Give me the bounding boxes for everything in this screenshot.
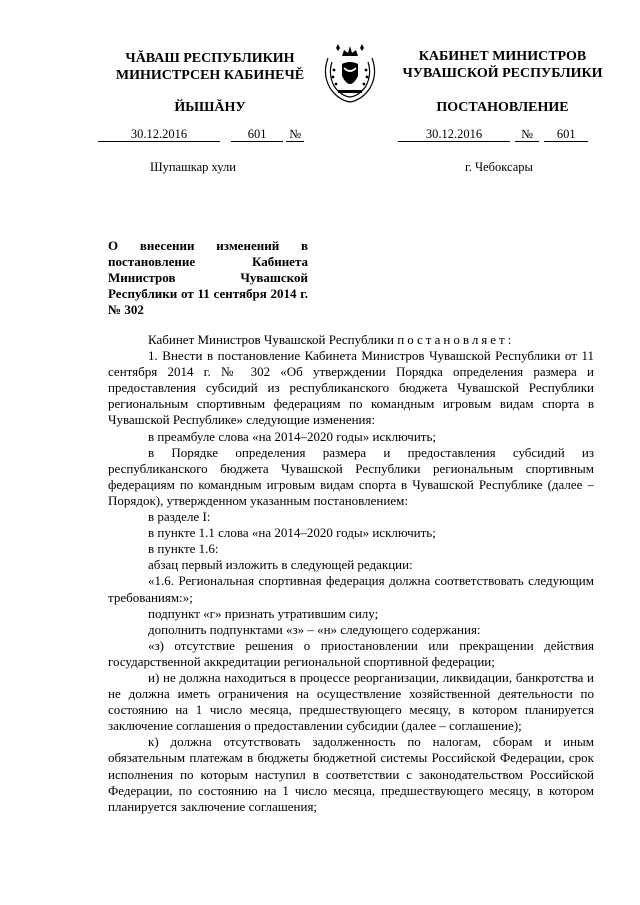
- registration-right: [398, 127, 588, 142]
- body-paragraph: подпункт «г» признать утратившим силу;: [148, 605, 379, 621]
- registration-left: [98, 127, 304, 142]
- body-paragraph: «з) отсутствие решения о приостановлении или прекращении действия государственной аккредитации региональной спортивной федерации;: [108, 637, 594, 669]
- header-russian-line2: ЧУВАШСКОЙ РЕСПУБЛИКИ: [402, 66, 603, 81]
- place-russian: г. Чебоксары: [465, 160, 533, 174]
- header-chuvash-line2: МИНИСТРСЕН КАБИНЕЧĚ: [115, 68, 305, 83]
- header-chuvash: [95, 50, 325, 84]
- header-russian-line1: КАБИНЕТ МИНИСТРОВ: [418, 49, 587, 64]
- body-paragraph: к) должна отсутствовать задолженность по налогам, сборам и иным обязательным платежам в бюджеты бюджетной системы Российской Федерации, срок исполнения по которым наступил в соответствии с законодательством Российской Федерации, по состоянию на 1 число месяца, предшествующего месяцу, в котором планируется заключение соглашения;: [108, 734, 594, 814]
- header-russian: [385, 48, 620, 82]
- doctype-chuvash: ЙЫШĂНУ: [174, 100, 246, 115]
- body-paragraph: «1.6. Региональная спортивная федерация должна соответствовать следующим требованиям:»;: [108, 573, 594, 605]
- document-body: [108, 332, 594, 815]
- body-paragraph: и) не должна находиться в процессе реорганизации, ликвидации, банкротства и не должна иметь ограничения на осуществление хозяйственной деятельности по состоянию на 1 число месяца, предшествующего месяцу, в котором планируется заключение соглашения о предоставлении субсидии (далее – соглашение);: [108, 669, 594, 734]
- reg-number-left: 601: [231, 128, 283, 142]
- intro-verb: постановляет:: [397, 332, 515, 347]
- reg-no-sign-right: №: [515, 128, 539, 142]
- reg-date-left: 30.12.2016: [98, 128, 220, 142]
- body-paragraph: абзац первый изложить в следующей редакции:: [148, 557, 413, 573]
- reg-no-sign-left: №: [286, 128, 304, 142]
- reg-number-right: 601: [544, 128, 588, 142]
- body-paragraph: дополнить подпунктами «з» – «н» следующего содержания:: [148, 621, 481, 637]
- place-chuvash: Шупашкар хули: [150, 160, 236, 174]
- body-paragraph: в разделе I:: [148, 509, 211, 525]
- body-paragraph: в Порядке определения размера и предоставления субсидий из республиканского бюджета Чувашской Республики региональным спортивным федерациям по командным игровым видам спорта в Чувашской Республике (далее – Порядок), утвержденном указанным постановлением:: [108, 444, 594, 508]
- coat-of-arms-emblem: [318, 40, 382, 106]
- body-paragraph: в преамбуле слова «на 2014–2020 годы» исключить;: [148, 428, 436, 444]
- reg-date-right: 30.12.2016: [398, 128, 510, 142]
- body-paragraph: 1. Внести в постановление Кабинета Министров Чувашской Республики от 11 сентября 2014 г. № 302 «Об утверждении Порядка определения размера и предоставления субсидий из республиканского бюджета Чувашской Республики региональным спортивным федерациям по командным игровым видам спорта в Чувашской Республике» следующие изменения:: [108, 348, 594, 428]
- doctype-russian: ПОСТАНОВЛЕНИЕ: [436, 100, 569, 115]
- body-paragraph: в пункте 1.1 слова «на 2014–2020 годы» исключить;: [148, 525, 436, 541]
- body-intro: [108, 332, 594, 348]
- header-chuvash-line1: ЧĂВАШ РЕСПУБЛИКИН: [125, 51, 295, 66]
- body-paragraph: в пункте 1.6:: [148, 541, 219, 557]
- document-subject: О внесении изменений в постановление Кабинета Министров Чувашской Республики от 11 сентября 2014 г. № 302: [108, 238, 308, 317]
- intro-subject: Кабинет Министров Чувашской Республики: [148, 332, 394, 347]
